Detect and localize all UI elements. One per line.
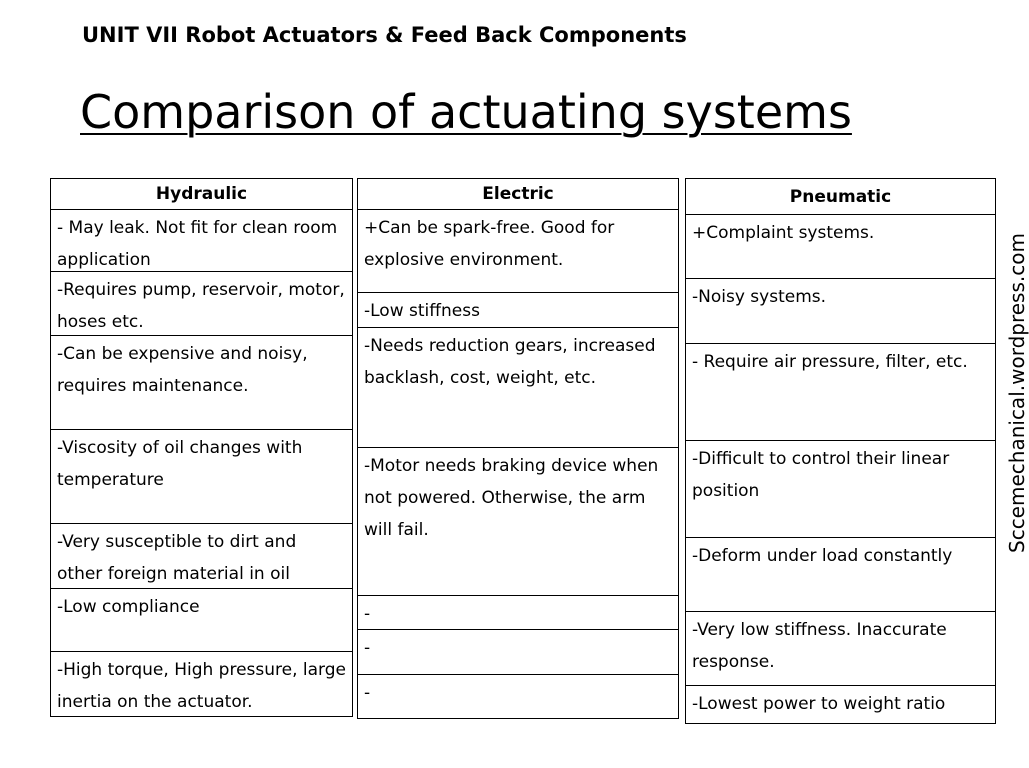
unit-title: UNIT VII Robot Actuators & Feed Back Components [82,23,687,47]
table-cell: -Low compliance [51,589,352,652]
hydraulic-table [50,178,353,717]
table-cell: - [364,683,371,703]
table-cell: -Viscosity of oil changes with temperature [51,430,352,524]
page-title: Comparison of actuating systems [80,85,852,139]
table-cell: -Requires pump, reservoir, motor, hoses etc. [51,272,352,336]
table-cell: -Motor needs braking device when not powered. Otherwise, the arm will fail. [358,448,678,596]
table-cell: - [358,596,678,630]
electric-header: Electric [358,179,678,210]
table-cell: - [358,630,678,675]
table-cell: -High torque, High pressure, large inertia on the actuator. [57,660,346,712]
table-cell: -Very low stiffness. Inaccurate response. [686,612,995,686]
watermark: Sccemechanical.wordpress.com [1005,233,1029,553]
table-cell: -Difficult to control their linear position [686,441,995,538]
table-cell: -Can be expensive and noisy, requires maintenance. [51,336,352,430]
electric-table [357,178,679,719]
table-cell: -Noisy systems. [686,279,995,344]
table-cell: -Lowest power to weight ratio [692,694,946,714]
table-cell: -Very susceptible to dirt and other foreign material in oil [51,524,352,589]
table-cell: -Low stiffness [358,293,678,328]
table-cell: -Deform under load constantly [686,538,995,612]
table-cell: - Require air pressure, filter, etc. [686,344,995,441]
pneumatic-header: Pneumatic [686,179,995,215]
table-cell: - May leak. Not fit for clean room application [51,210,352,272]
table-cell: +Complaint systems. [686,215,995,279]
table-cell: -Needs reduction gears, increased backlash, cost, weight, etc. [358,328,678,448]
pneumatic-table [685,178,996,724]
table-cell: +Can be spark-free. Good for explosive environment. [358,210,678,293]
hydraulic-header: Hydraulic [51,179,352,210]
